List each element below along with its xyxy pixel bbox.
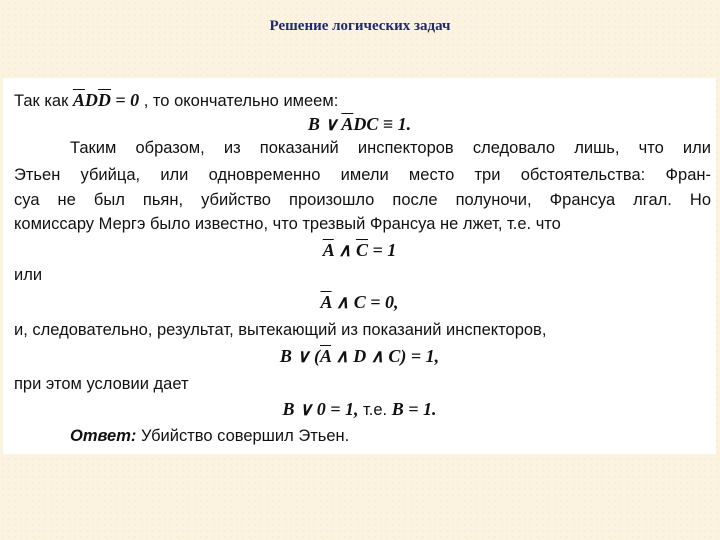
line-1 xyxy=(14,90,338,111)
slide-title: Решение логических задач xyxy=(269,18,451,34)
or-line: или xyxy=(14,266,43,284)
formula-add: $\overline{A}D\overline{D} = 0$ xyxy=(72,90,140,110)
paragraph-line-1: Таким образом, из показаний инспекторов следовало лишь, что или xyxy=(70,139,711,157)
paragraph-line-6: при этом условии дает xyxy=(14,375,189,393)
formula-4: B ∨ ($\overline{A}$ ∧ D ∧ C) = 1, xyxy=(279,346,440,366)
paragraph-line-4: комиссару Мергэ было известно, что трезвый Франсуа не лжет, т.е. что xyxy=(14,215,561,233)
line-1-prefix: Так как xyxy=(14,92,69,110)
paragraph-line-2: Этьен убийца, или одновременно имели место три обстоятельства: Фран- xyxy=(14,166,711,184)
paragraph-line-3: суа не был пьян, убийство произошло после полуночи, Франсуа лгал. Но xyxy=(14,191,711,209)
formula-2: $\overline{A}$ ∧ $\overline{C} = 1$ xyxy=(322,240,397,260)
answer-line xyxy=(70,427,349,446)
paragraph-line-5: и, следовательно, результат, вытекающий из показаний инспекторов, xyxy=(14,321,547,339)
answer-label: Ответ: xyxy=(70,427,137,445)
formula-3: $\overline{A}$ ∧ C = 0, xyxy=(320,292,399,312)
formula-5: B ∨ 0 = 1, т.е. B = 1. xyxy=(282,399,437,419)
formula-1: B ∨ $\overline{A}DC \equiv 1$. xyxy=(307,114,412,134)
answer-text: Убийство совершил Этьен. xyxy=(136,427,350,445)
line-1-suffix: , то окончательно имеем: xyxy=(143,92,339,110)
text-panel xyxy=(3,78,716,454)
